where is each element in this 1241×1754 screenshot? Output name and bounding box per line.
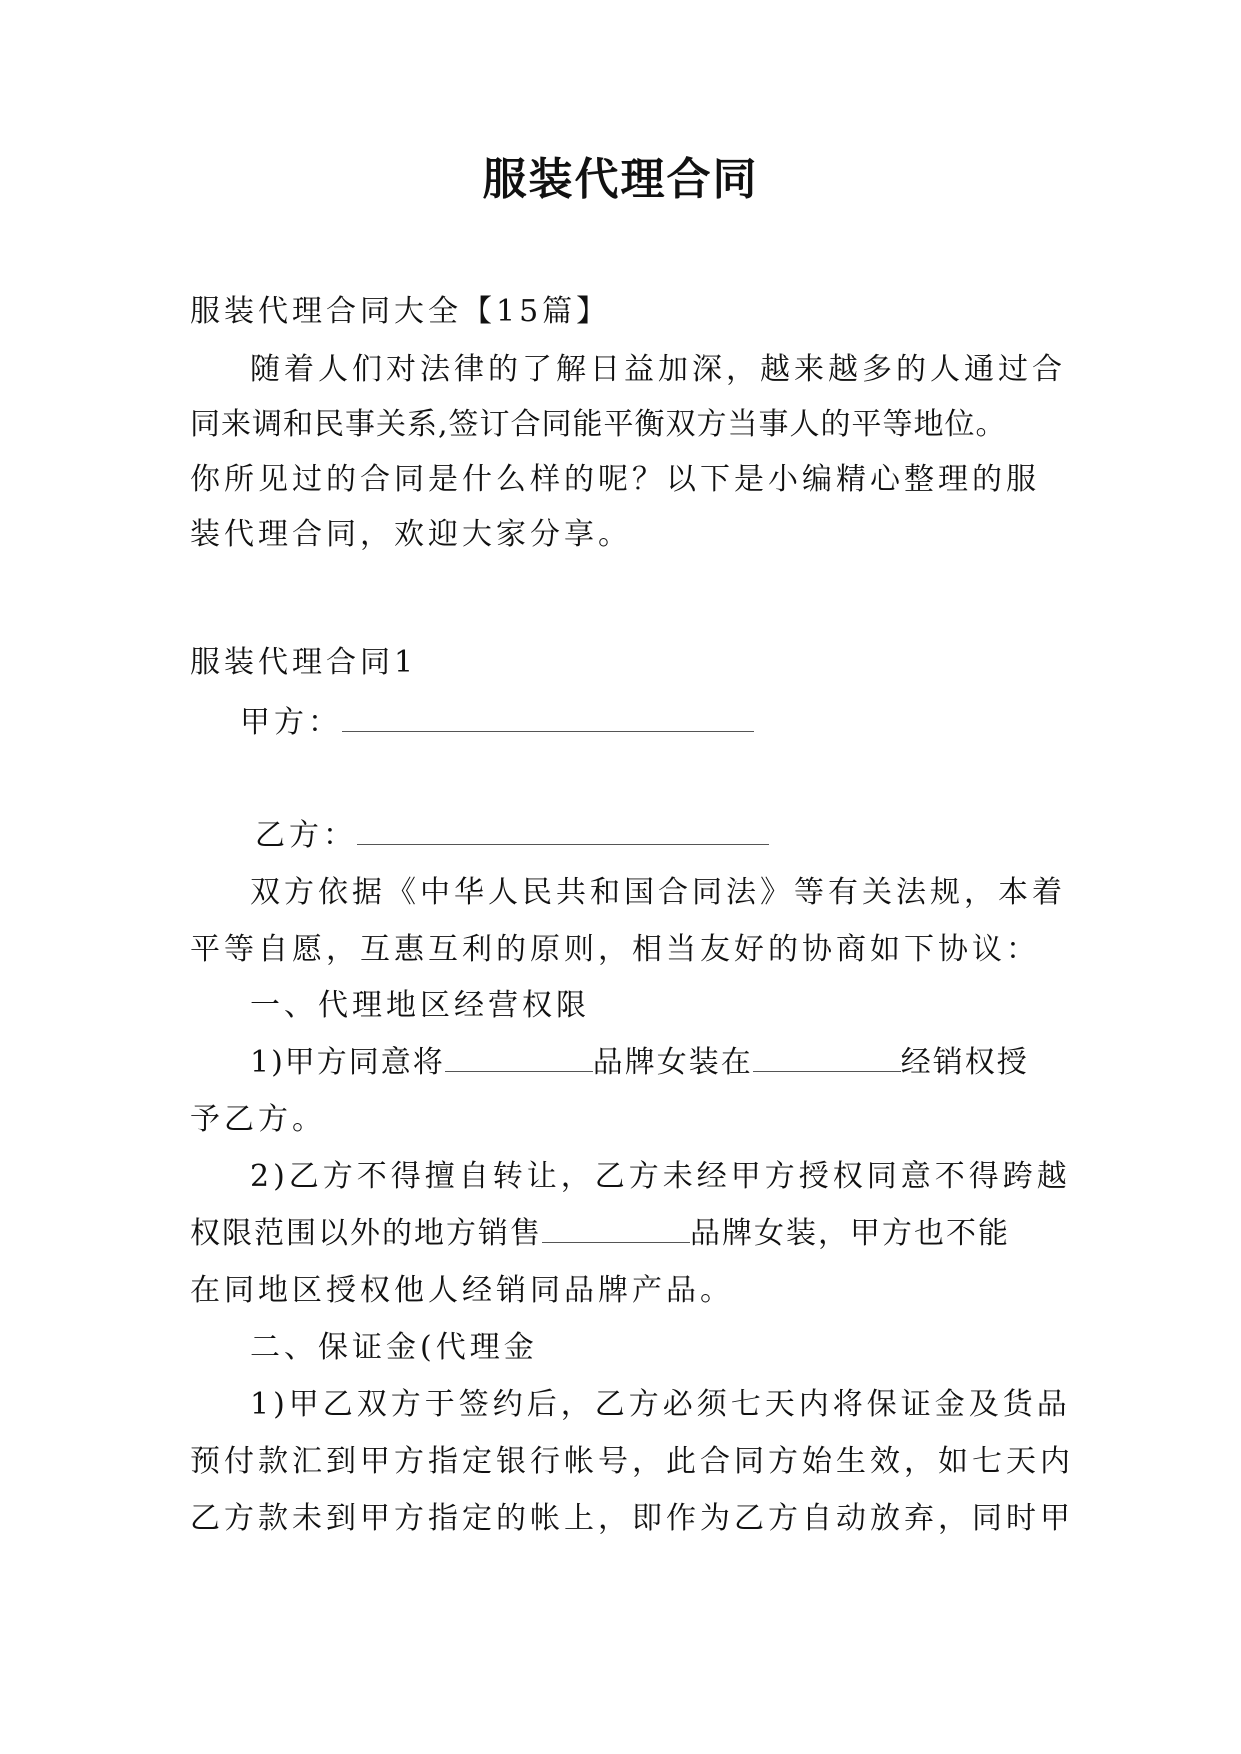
section-2-item-1-line-1: 1)甲乙双方于签约后，乙方必须七天内将保证金及货品 [250,1387,1071,1422]
party-b-label: 乙方： [255,818,357,853]
series-heading: 服装代理合同大全【15篇】 [190,294,611,329]
region-blank [753,1049,901,1072]
party-b-line [255,816,1135,856]
section-1-item-1-line-2: 予乙方。 [190,1102,326,1137]
document-title: 服装代理合同 [482,154,759,205]
section-1-heading: 一、代理地区经营权限 [250,988,590,1023]
section-2-item-1-line-3: 乙方款未到甲方指定的帐上，即作为乙方自动放弃，同时甲 [190,1501,1074,1536]
party-a-label: 甲方： [240,705,342,740]
item-1-text-c: 经销权授 [900,1045,1029,1080]
item-2-text-b: 品牌女装，甲方也不能 [690,1216,1010,1251]
party-b-blank [357,822,769,845]
section-2-heading: 二、保证金(代理金 [250,1330,538,1365]
section-2-item-1-line-2: 预付款汇到甲方指定银行帐号，此合同方始生效，如七天内 [190,1444,1074,1479]
party-a-line [240,703,1120,743]
clause-line-2: 平等自愿，互惠互利的原则，相当友好的协商如下协议： [190,932,1040,967]
item-1-text-b: 品牌女装在 [592,1045,753,1080]
item-1-text-a: 1)甲方同意将 [250,1045,445,1080]
brand-blank [445,1049,593,1072]
intro-line-2: 同来调和民事关系,签订合同能平衡双方当事人的平等地位。 [190,407,1007,442]
section-1-item-1-line-1 [250,1043,1130,1083]
section-1-item-2-line-2 [190,1214,1070,1254]
section-1-item-2-line-1: 2)乙方不得擅自转让，乙方未经甲方授权同意不得跨越 [250,1159,1071,1194]
item-2-text-a: 权限范围以外的地方销售 [190,1216,542,1251]
section-1-item-2-line-3: 在同地区授权他人经销同品牌产品。 [190,1273,734,1308]
party-a-blank [342,709,754,732]
contract-heading: 服装代理合同1 [190,645,418,680]
clause-line-1: 双方依据《中华人民共和国合同法》等有关法规，本着 [250,875,1066,910]
intro-line-3: 你所见过的合同是什么样的呢？以下是小编精心整理的服 [190,462,1040,497]
intro-line-1: 随着人们对法律的了解日益加深，越来越多的人通过合 [250,352,1066,387]
brand-blank-2 [542,1220,690,1243]
intro-line-4: 装代理合同，欢迎大家分享。 [190,517,632,552]
